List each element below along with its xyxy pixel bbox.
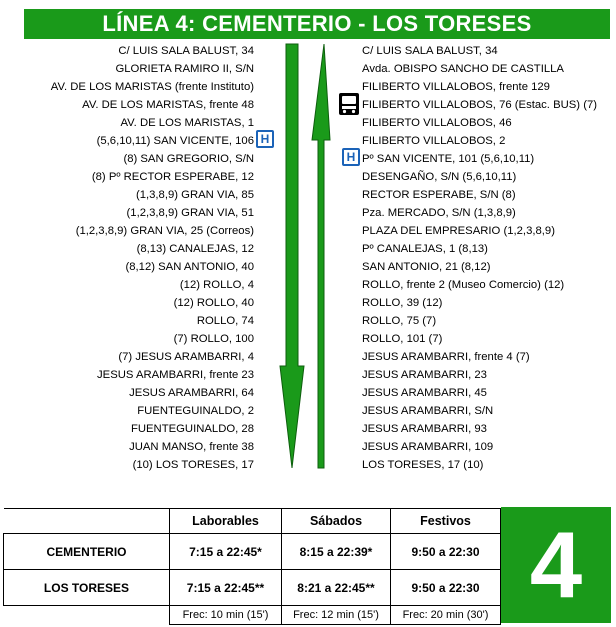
stop-item: (7) ROLLO, 100 — [173, 333, 254, 345]
up-arrow — [312, 44, 330, 468]
stop-item: (7) JESUS ARAMBARRI, 4 — [118, 351, 254, 363]
stop-item: ROLLO, 75 (7) — [362, 315, 437, 327]
stop-item: PLAZA DEL EMPRESARIO (1,2,3,8,9) — [362, 225, 555, 237]
stop-item: JESUS ARAMBARRI, 93 — [362, 423, 487, 435]
down-arrow — [280, 44, 304, 468]
stop-item: JESUS ARAMBARRI, 109 — [362, 441, 494, 453]
stop-item: JESUS ARAMBARRI, frente 23 — [97, 369, 254, 381]
stop-item: FILIBERTO VILLALOBOS, 2 — [362, 135, 506, 147]
stop-item: DESENGAÑO, S/N (5,6,10,11) — [362, 171, 517, 183]
line-number-badge: 4 — [501, 507, 611, 623]
stop-item: (8) SAN GREGORIO, S/N — [123, 153, 254, 165]
stop-item: AV. DE LOS MARISTAS, frente 48 — [82, 99, 254, 111]
stop-item: GLORIETA RAMIRO II, S/N — [115, 63, 254, 75]
stop-item: (1,2,3,8,9) GRAN VIA, 51 — [126, 207, 254, 219]
stop-item: (1,3,8,9) GRAN VIA, 85 — [135, 189, 254, 201]
stop-item: Pº CANALEJAS, 1 (8,13) — [362, 243, 488, 255]
time-festivos: 9:50 a 22:30 — [391, 570, 501, 606]
stop-item: ROLLO, 74 — [196, 315, 254, 327]
line-title: LÍNEA 4: CEMENTERIO - LOS TORESES — [24, 9, 610, 39]
outbound-stops-list — [10, 42, 254, 472]
time-sabados: 8:21 a 22:45** — [282, 570, 391, 606]
stop-item: FILIBERTO VILLALOBOS, 46 — [362, 117, 512, 129]
stop-item: RECTOR ESPERABE, S/N (8) — [362, 189, 516, 201]
stop-item: (12) ROLLO, 4 — [179, 279, 254, 291]
stop-item: Avda. OBISPO SANCHO DE CASTILLA — [362, 63, 564, 75]
stop-item: (8,12) SAN ANTONIO, 40 — [125, 261, 254, 273]
freq-laborables: Frec: 10 min (15') — [170, 606, 282, 625]
stop-item: Pº SAN VICENTE, 101 (5,6,10,11) — [362, 153, 535, 165]
stop-item: LOS TORESES, 17 (10) — [362, 459, 484, 471]
freq-sabados: Frec: 12 min (15') — [282, 606, 391, 625]
time-laborables: 7:15 a 22:45** — [170, 570, 282, 606]
stop-item: ROLLO, 39 (12) — [362, 297, 443, 309]
direction-arrows — [276, 40, 336, 472]
stop-item: SAN ANTONIO, 21 (8,12) — [362, 261, 491, 273]
header-sabados: Sábados — [282, 509, 391, 534]
schedule-corner — [4, 509, 170, 534]
schedule-table — [3, 508, 501, 625]
stop-item: JUAN MANSO, frente 38 — [129, 441, 254, 453]
time-sabados: 8:15 a 22:39* — [282, 534, 391, 570]
stop-item: (8,13) CANALEJAS, 12 — [136, 243, 254, 255]
stop-item: C/ LUIS SALA BALUST, 34 — [118, 45, 254, 57]
stop-item: AV. DE LOS MARISTAS (frente Instituto) — [50, 81, 254, 93]
hospital-icon: H — [342, 148, 360, 166]
freq-corner — [4, 606, 170, 625]
stop-item: (1,2,3,8,9) GRAN VIA, 25 (Correos) — [75, 225, 254, 237]
stop-item: (12) ROLLO, 40 — [173, 297, 254, 309]
bus-station-icon — [339, 93, 359, 115]
stop-item: JESUS ARAMBARRI, frente 4 (7) — [362, 351, 530, 363]
return-stops-list — [362, 42, 612, 472]
stop-item: ROLLO, 101 (7) — [362, 333, 443, 345]
stop-item: (8) Pº RECTOR ESPERABE, 12 — [91, 171, 254, 183]
stop-item: JESUS ARAMBARRI, 45 — [362, 387, 487, 399]
stop-item: FILIBERTO VILLALOBOS, 76 (Estac. BUS) (7) — [362, 99, 598, 111]
freq-festivos: Frec: 20 min (30') — [391, 606, 501, 625]
header-laborables: Laborables — [170, 509, 282, 534]
time-festivos: 9:50 a 22:30 — [391, 534, 501, 570]
row-label-los-toreses: LOS TORESES — [4, 570, 170, 606]
time-laborables: 7:15 a 22:45* — [170, 534, 282, 570]
stop-item: JESUS ARAMBARRI, 64 — [129, 387, 254, 399]
stop-item: ROLLO, frente 2 (Museo Comercio) (12) — [362, 279, 565, 291]
stop-item: JESUS ARAMBARRI, S/N — [362, 405, 494, 417]
stop-item: AV. DE LOS MARISTAS, 1 — [120, 117, 254, 129]
header-festivos: Festivos — [391, 509, 501, 534]
row-label-cementerio: CEMENTERIO — [4, 534, 170, 570]
stop-item: (5,6,10,11) SAN VICENTE, 106 — [96, 135, 254, 147]
stop-item: FILIBERTO VILLALOBOS, frente 129 — [362, 81, 550, 93]
stop-item: FUENTEGUINALDO, 28 — [130, 423, 254, 435]
hospital-icon: H — [256, 130, 274, 148]
stop-item: JESUS ARAMBARRI, 23 — [362, 369, 487, 381]
stop-item: (10) LOS TORESES, 17 — [132, 459, 254, 471]
stop-item: Pza. MERCADO, S/N (1,3,8,9) — [362, 207, 516, 219]
stop-item: C/ LUIS SALA BALUST, 34 — [362, 45, 498, 57]
stop-item: FUENTEGUINALDO, 2 — [137, 405, 254, 417]
